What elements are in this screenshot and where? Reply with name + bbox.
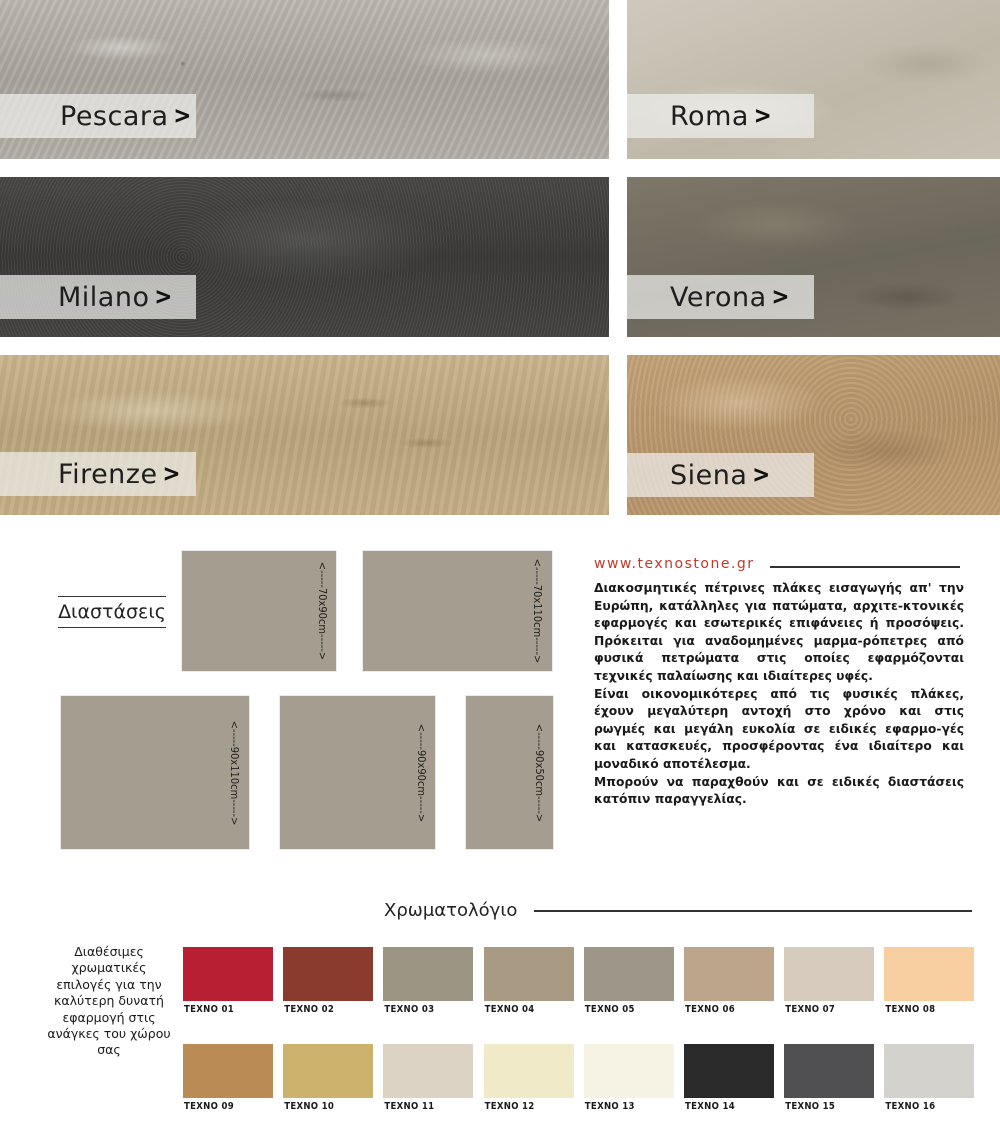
palette-note: Διαθέσιμες χρωματικές επιλογές για την καλύτερη δυνατή εφαρμογή στις ανάγκες του χώρου σας — [47, 944, 171, 1058]
chevron-right-icon: > — [753, 460, 770, 490]
color-swatch[interactable] — [484, 1044, 574, 1098]
slab-90x50 — [466, 696, 553, 849]
color-swatch-label: TEXNO 04 — [484, 1004, 535, 1015]
tile-firenze-label: Firenze — [58, 458, 158, 490]
color-swatch-label: TEXNO 08 — [885, 1004, 936, 1015]
palette-divider — [534, 910, 972, 912]
tile-pescara-link[interactable] — [0, 94, 196, 138]
slab-dimension-label: <-----70x90cm-----> — [315, 561, 329, 661]
color-swatch[interactable] — [383, 1044, 473, 1098]
color-swatch-label: TEXNO 11 — [384, 1101, 435, 1112]
slab-dimension-label: <-----90x50cm-----> — [532, 723, 546, 822]
color-swatch[interactable] — [584, 1044, 674, 1098]
slab-90x110 — [61, 696, 249, 849]
description-paragraph: Μπορούν να παραχθούν και σε ειδικές διαστάσεις κατόπιν παραγγελίας. — [594, 774, 964, 807]
color-swatch-label: TEXNO 12 — [484, 1101, 535, 1112]
tile-pescara-label: Pescara — [60, 100, 169, 132]
slab-90x90 — [280, 696, 435, 849]
tile-siena-label: Siena — [670, 459, 748, 491]
color-swatch[interactable] — [684, 1044, 774, 1098]
palette-title: Χρωματολόγιο — [384, 900, 518, 921]
tile-verona[interactable] — [627, 177, 1000, 337]
chevron-right-icon: > — [155, 282, 172, 312]
color-swatch-label: TEXNO 13 — [584, 1101, 635, 1112]
tile-milano-link[interactable] — [0, 275, 196, 319]
tile-roma-link[interactable] — [627, 94, 814, 138]
color-swatch[interactable] — [183, 1044, 273, 1098]
color-swatch[interactable] — [784, 1044, 874, 1098]
description — [594, 580, 964, 809]
color-swatch[interactable] — [884, 947, 974, 1001]
tile-verona-label: Verona — [670, 281, 767, 313]
description-paragraph: Είναι οικονομικότερες από τις φυσικές πλάκες, έχουν μεγαλύτερη αντοχή στο χρόνο και στις ρωγμές και μεγάλη ευκολία σε ειδικές εφαρμο-γές και κατασκευές, προσφέροντας ένα ιδιαίτερο και μοναδικό αποτέλεσμα. — [594, 686, 964, 771]
color-swatch-label: TEXNO 01 — [184, 1004, 234, 1015]
slab-dimension-label: <-----90x110cm-----> — [228, 720, 242, 825]
color-swatch-label: TEXNO 07 — [785, 1004, 836, 1015]
website-divider — [770, 566, 960, 568]
dimensions-title: Διαστάσεις — [58, 596, 166, 628]
chevron-right-icon: > — [754, 101, 772, 131]
color-swatch-label: TEXNO 16 — [885, 1101, 936, 1112]
color-swatch-label: TEXNO 03 — [384, 1004, 435, 1015]
chevron-right-icon: > — [174, 101, 191, 131]
color-swatch-label: TEXNO 06 — [685, 1004, 735, 1015]
tile-pescara[interactable] — [0, 0, 609, 159]
slab-70x110 — [363, 551, 552, 671]
color-swatch-label: TEXNO 02 — [284, 1004, 335, 1015]
chevron-right-icon: > — [772, 282, 789, 312]
tile-roma-label: Roma — [670, 100, 749, 132]
tile-firenze-link[interactable] — [0, 452, 196, 496]
color-swatch-label: TEXNO 10 — [284, 1101, 335, 1112]
color-swatch-label: TEXNO 05 — [584, 1004, 635, 1015]
tile-milano[interactable] — [0, 177, 609, 337]
slab-dimension-label: <-----90x90cm-----> — [414, 723, 428, 822]
color-swatch-label: TEXNO 09 — [184, 1101, 234, 1112]
color-swatch[interactable] — [684, 947, 774, 1001]
tile-verona-link[interactable] — [627, 275, 814, 319]
color-swatch-label: TEXNO 15 — [785, 1101, 836, 1112]
tile-siena[interactable] — [627, 355, 1000, 515]
tile-roma[interactable] — [627, 0, 1000, 159]
slab-70x90 — [182, 551, 336, 671]
tile-firenze[interactable] — [0, 355, 609, 515]
description-paragraph: Διακοσμητικές πέτρινες πλάκες εισαγωγής απ' την Ευρώπη, κατάλληλες για πατώματα, αρχιτε-κτονικές εφαρμογές και εσωτερικές επιφάνειες ή προσόψεις. Πρόκειται για αναδομημένες μαρμα-ρόπετρες από φυσικά πετρώματα στις οποίες εφαρμόζονται τεχνικές παλαίωσης και ιδιαίτερες υφές. — [594, 581, 964, 683]
website-link[interactable]: www.texnostone.gr — [594, 556, 755, 572]
tile-milano-label: Milano — [58, 281, 150, 313]
color-swatch[interactable] — [283, 947, 373, 1001]
slab-dimension-label: <-----70x110cm-----> — [531, 558, 545, 664]
tile-siena-link[interactable] — [627, 453, 814, 497]
color-swatch[interactable] — [884, 1044, 974, 1098]
chevron-right-icon: > — [163, 459, 180, 489]
color-swatch[interactable] — [784, 947, 874, 1001]
color-swatch[interactable] — [283, 1044, 373, 1098]
color-swatch[interactable] — [383, 947, 473, 1001]
color-swatch[interactable] — [183, 947, 273, 1001]
color-swatch[interactable] — [484, 947, 574, 1001]
color-swatch-label: TEXNO 14 — [685, 1101, 735, 1112]
color-swatch[interactable] — [584, 947, 674, 1001]
